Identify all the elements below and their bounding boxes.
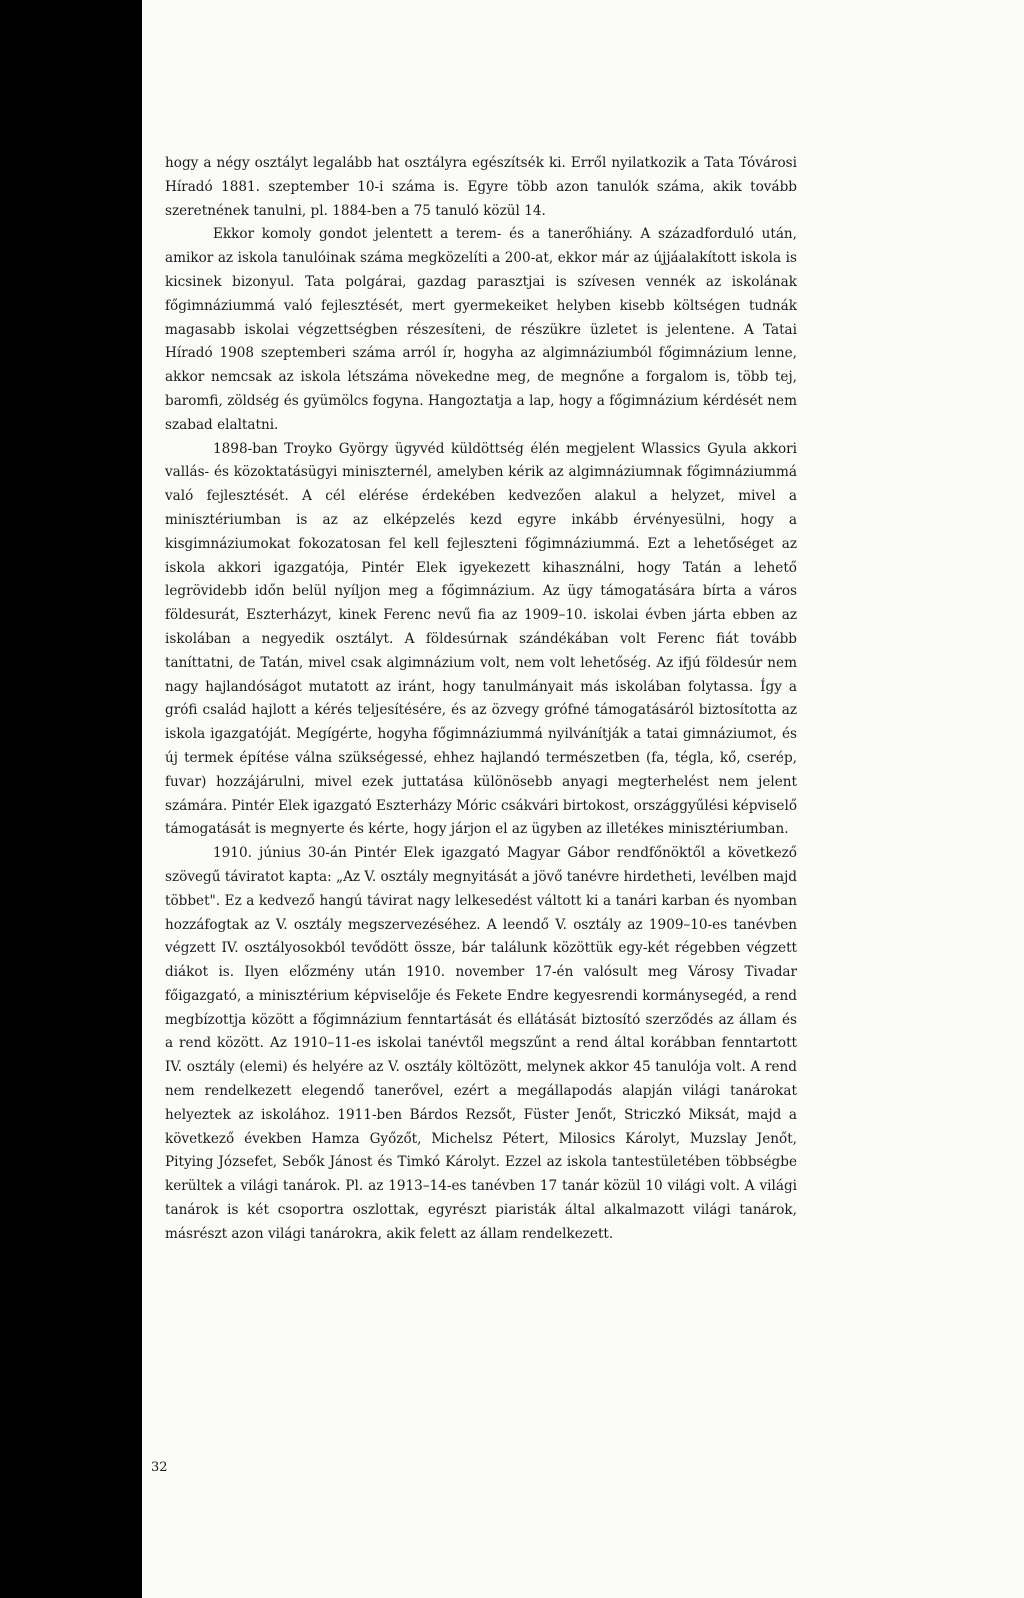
page-number: 32 [151, 1460, 168, 1475]
body-text [165, 152, 797, 1247]
paragraph: hogy a négy osztályt legalább hat osztályra egészítsék ki. Erről nyilatkozik a Tata Tóvárosi Híradó 1881. szeptember 10-i száma is. Egyre több azon tanulók száma, akik tovább szeretnének tanulni, pl. 1884-ben a 75 tanuló közül 14. [165, 155, 797, 219]
paragraph: Ekkor komoly gondot jelentett a terem- és a tanerőhiány. A századforduló után, amikor az iskola tanulóinak száma megközelíti a 200-at, ekkor már az újjáalakított iskola is kicsinek bizonyul. Tata polgárai, gazdag parasztjai is szívesen vennék az iskolának főgimnáziummá való fejlesztését, mert gyermekeiket helyben kisebb költségen tudnák magasabb iskolai végzettségben részesíteni, de részükre üzletet is jelentene. A Tatai Híradó 1908 szeptemberi száma arról ír, hogyha az algimnáziumból főgimnázium lenne, akkor nemcsak az iskola létszáma növekedne meg, de megnőne a forgalom is, több tej, baromfi, zöldség és gyümölcs fogyna. Hangoztatja a lap, hogy a főgimnázium kérdését nem szabad elaltatni. [165, 226, 797, 433]
paragraph: 1910. június 30-án Pintér Elek igazgató Magyar Gábor rendfőnöktől a következő szövegű táviratot kapta: „Az V. osztály megnyitását a jövő tanévre hirdetheti, levélben majd többet". Ez a kedvező hangú távirat nagy lelkesedést váltott ki a tanári karban és nyomban hozzáfogtak az V. osztály megszervezéséhez. A leendő V. osztály az 1909–10-es tanévben végzett IV. osztályosokból tevődött össze, bár találunk közöttük egy-két régebben végzett diákot is. Ilyen előzmény után 1910. november 17-én valósult meg Városy Tivadar főigazgató, a minisztérium képviselője és Fekete Endre kegyesrendi kormánysegéd, a rend megbízottja között a főgimnázium fenntartását és ellátását biztosító szerződés az állam és a rend között. Az 1910–11-es iskolai tanévtől megszűnt a rend által korábban fenntartott IV. osztály (elemi) és helyére az V. osztály költözött, melynek akkor 45 tanulója volt. A rend nem rendelkezett elegendő tanerővel, ezért a megállapodás alapján világi tanárokat helyeztek az iskolához. 1911-ben Bárdos Rezsőt, Füster Jenőt, Striczkó Miksát, majd a következő években Hamza Győzőt, Michelsz Pétert, Milosics Károlyt, Muzslay Jenőt, Pitying Józsefet, Sebők Jánost és Timkó Károlyt. Ezzel az iskola tantestületében többségbe kerültek a világi tanárok. Pl. az 1913–14-es tanévben 17 tanár közül 10 világi volt. A világi tanárok is két csoportra oszlottak, egyrészt piaristák által alkalmazott világi tanárok, másrészt azon világi tanárokra, akik felett az állam rendelkezett. [165, 845, 797, 1242]
paragraph: 1898-ban Troyko György ügyvéd küldöttség élén megjelent Wlassics Gyula akkori vallás- és közoktatásügyi miniszternél, amelyben kérik az algimnáziumnak főgimnáziummá való fejlesztését. A cél elérése érdekében kedvezően alakul a helyzet, mivel a minisztériumban is az az elképzelés kezd egyre inkább érvényesülni, hogy a kisgimnáziumokat fokozatosan fel kell fejleszteni főgimnáziummá. Ezt a lehetőséget az iskola akkori igazgatója, Pintér Elek igyekezett kihasználni, hogy Tatán a lehető legrövidebb időn belül nyíljon meg a főgimnázium. Az ügy támogatására bírta a város földesurát, Eszterházyt, kinek Ferenc nevű fia az 1909–10. iskolai évben járta ebben az iskolában a negyedik osztályt. A földesúrnak szándékában volt Ferenc fiát tovább taníttatni, de Tatán, mivel csak algimnázium volt, nem volt lehetőség. Az ifjú földesúr nem nagy hajlandóságot mutatott az iránt, hogy tanulmányait más iskolában folytassa. Így a grófi család hajlott a kérés teljesítésére, és az özvegy grófné támogatásáról biztosította az iskola igazgatóját. Megígérte, hogyha főgimnáziummá nyilvánítják a tatai gimnáziumot, és új termek építése válna szükségessé, ehhez hajlandó természetben (fa, tégla, kő, cserép, fuvar) hozzájárulni, mivel ezek juttatása különösebb anyagi megterhelést nem jelent számára. Pintér Elek igazgató Eszterházy Móric csákvári birtokost, országgyűlési képviselő támogatását is megnyerte és kérte, hogy járjon el az ügyben az illetékes minisztériumban. [165, 440, 797, 838]
